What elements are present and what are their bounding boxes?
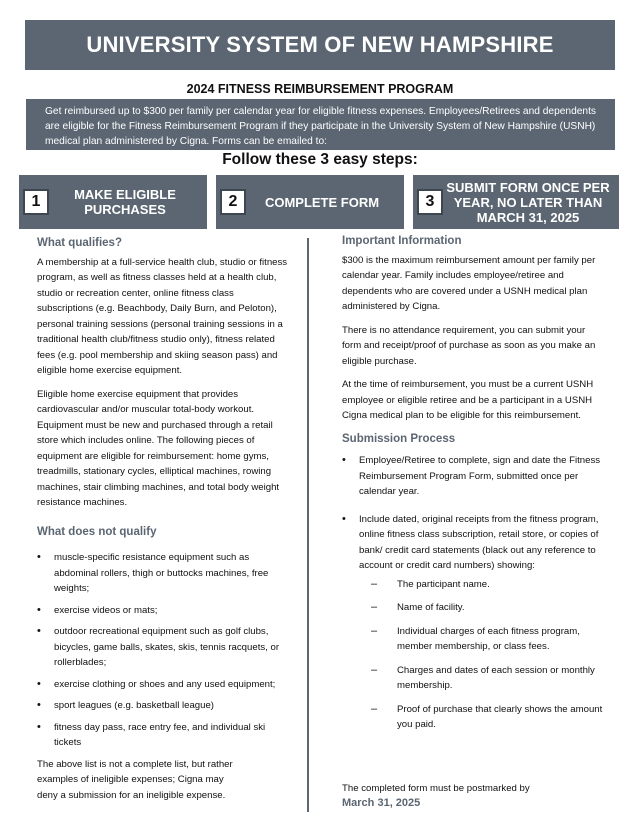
list-item: – Individual charges of each fitness program, member membership, or class fees. [371,624,604,655]
step-3-box [413,175,619,229]
submission-heading: Submission Process [342,432,456,445]
step-1-label: MAKE ELIGIBLE PURCHASES [74,187,176,217]
qualifies-heading: What qualifies? [37,237,122,249]
not-qualify-heading: What does not qualify [37,525,157,538]
important-paragraph-1: $300 is the maximum reimbursement amount per family per calendar year. Family includes employee/retiree and dependents who are covered under a USNH medical plan administered by Cigna. [342,254,596,312]
list-item: • Employee/Retiree to complete, sign and date the Fitness Reimbursement Program Form, submitted once per calendar year. [342,453,604,500]
step-2-label: COMPLETE FORM [264,194,380,210]
receipts-instructions: Include dated, original receipts from the fitness program, online fitness class subscription, retail store, or copies of bank/ credit card statements (black out any reference to account or credit card numbers) showing: [359,513,599,571]
list-item: – Name of facility. [371,600,604,616]
list-item [342,512,604,733]
receipt-details-list [359,577,604,733]
qualifies-paragraph-2: Eligible home exercise equipment that provides cardiovascular and/or muscular total-body workout. Equipment must be new and purchased through a retail store which includes online. The following pieces of equipment are eligible for reimbursement: home gyms, treadmills, stationary cycles, elliptical machines, rowing machines, stair climbing machines, and total body weight resistance machines. [37,388,280,508]
important-paragraph-2: There is no attendance requirement, you can submit your form and receipt/proof of purchase as soon as you make an eligible purchase. [342,324,596,367]
left-column [37,236,289,811]
disclaimer-text: The above list is not a complete list, but rather examples of ineligible expenses; Cigna may deny a submission for an ineligible expense. [37,758,233,801]
list-item: – The participant name. [371,577,604,593]
list-item: • fitness day pass, race entry fee, and individual ski tickets [37,720,289,751]
important-paragraph-3: At the time of reimbursement, you must be a current USNH employee or eligible retiree and be a participant in a USNH Cigna medical plan to be eligible for this reimbursement. [342,379,594,421]
step-3-number: 3 [417,189,443,215]
list-item: – Proof of purchase that clearly shows the amount you paid. [371,702,604,733]
closing-text: The completed form must be postmarked by [342,783,530,794]
qualifies-paragraph-1: A membership at a full-service health club, studio or fitness program, as well as fitness classes held at a health club, studio or recreation center, online fitness class subscriptions (e.g. Beachbody, Daily Burn, and Peloton), personal training sessions (personal training sessions in a traditional health club/fitness studio only), fitness related fees (e.g. pool membership and skiing season pass) and eligible home exercise equipment. [37,256,288,376]
list-item: – Charges and dates of each session or monthly membership. [371,663,604,694]
step-1-number: 1 [23,189,49,215]
list-item: • exercise videos or mats; [37,603,289,619]
step-3-label: SUBMIT FORM ONCE PER YEAR, NO LATER THAN MARCH 31, 2025 [446,179,610,225]
step-2-number: 2 [220,189,246,215]
program-subtitle: 2024 FITNESS REIMBURSEMENT PROGRAM [186,82,454,96]
important-heading: Important Information [342,235,462,247]
page-title-banner: UNIVERSITY SYSTEM OF NEW HAMPSHIRE [25,20,615,70]
column-divider [307,238,309,812]
closing-note [342,781,604,811]
submission-list [342,453,604,733]
list-item: • exercise clothing or shoes and any used equipment; [37,677,289,693]
list-item: • sport leagues (e.g. basketball league) [37,698,289,714]
intro-box: Get reimbursed up to $300 per family per calendar year for eligible fitness expenses. Employees/Retirees and dependents are eligible for the Fitness Reimbursement Program if they participate in the University System of New Hampshire (USNH) medical plan administered by Cigna. Forms can be emailed to: [26,99,615,150]
not-qualify-list [37,550,289,751]
right-column [342,234,604,741]
list-item: • outdoor recreational equipment such as golf clubs, bicycles, game balls, skates, skis, tennis racquets, or rollerblades; [37,624,289,671]
deadline-date: March 31, 2025 [342,797,421,809]
steps-heading: Follow these 3 easy steps: [222,151,418,168]
list-item: • muscle-specific resistance equipment such as abdominal rollers, thigh or buttocks machines, free weights; [37,550,289,597]
